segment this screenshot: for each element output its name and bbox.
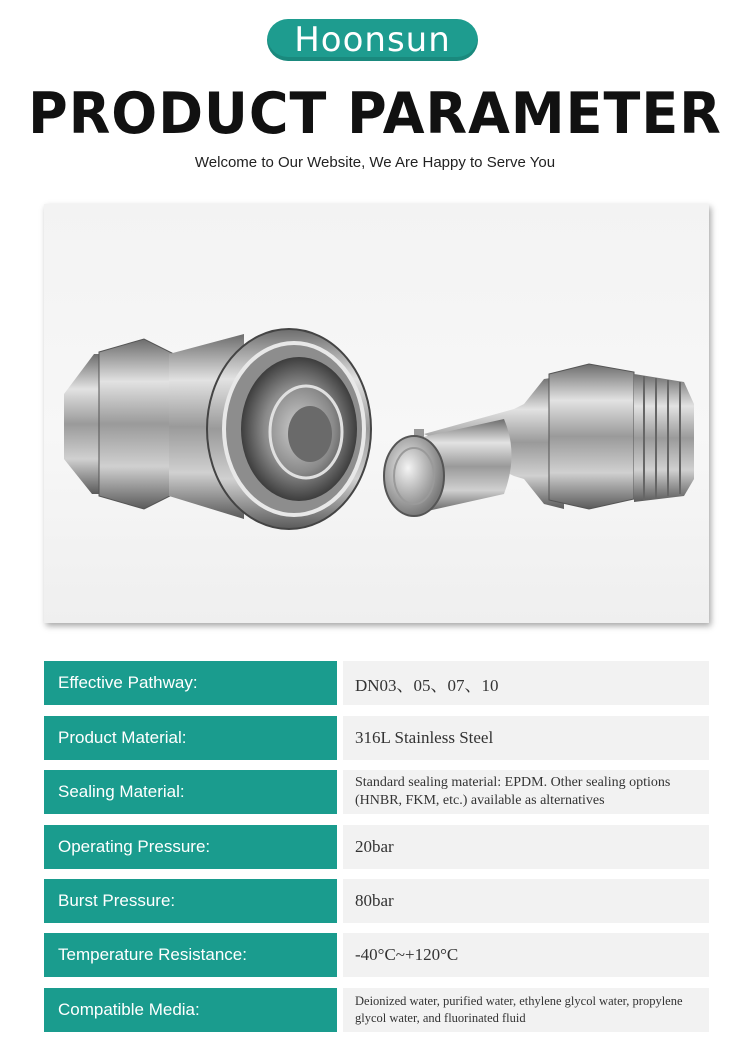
param-value: 80bar	[343, 879, 709, 923]
param-value: 20bar	[343, 825, 709, 869]
param-row-operating-pressure	[44, 825, 709, 869]
male-plug	[384, 364, 694, 516]
param-label: Effective Pathway:	[44, 661, 337, 705]
param-value: Deionized water, purified water, ethylene glycol water, propylene glycol water, and fluorinated fluid	[343, 988, 709, 1032]
param-row-effective-pathway	[44, 661, 709, 705]
coupling-illustration	[44, 204, 709, 623]
param-value: 316L Stainless Steel	[343, 716, 709, 760]
param-value: Standard sealing material: EPDM. Other sealing options (HNBR, FKM, etc.) available as alternatives	[343, 770, 709, 814]
page-subtitle: Welcome to Our Website, We Are Happy to Serve You	[194, 154, 556, 171]
param-row-product-material	[44, 716, 709, 760]
param-label: Sealing Material:	[44, 770, 337, 814]
brand-logo	[267, 19, 478, 61]
logo-text: Hoonsun	[294, 20, 451, 60]
param-label: Compatible Media:	[44, 988, 337, 1032]
param-value: -40°C~+120°C	[343, 933, 709, 977]
param-label: Burst Pressure:	[44, 879, 337, 923]
param-row-compatible-media	[44, 988, 709, 1032]
product-photo	[44, 204, 709, 623]
page-title: PRODUCT PARAMETER	[28, 80, 722, 147]
param-value: DN03、05、07、10	[343, 661, 709, 705]
param-label: Operating Pressure:	[44, 825, 337, 869]
param-row-temperature-resistance	[44, 933, 709, 977]
param-label: Product Material:	[44, 716, 337, 760]
param-label: Temperature Resistance:	[44, 933, 337, 977]
female-coupler	[64, 329, 371, 529]
param-row-sealing-material	[44, 770, 709, 814]
param-row-burst-pressure	[44, 879, 709, 923]
